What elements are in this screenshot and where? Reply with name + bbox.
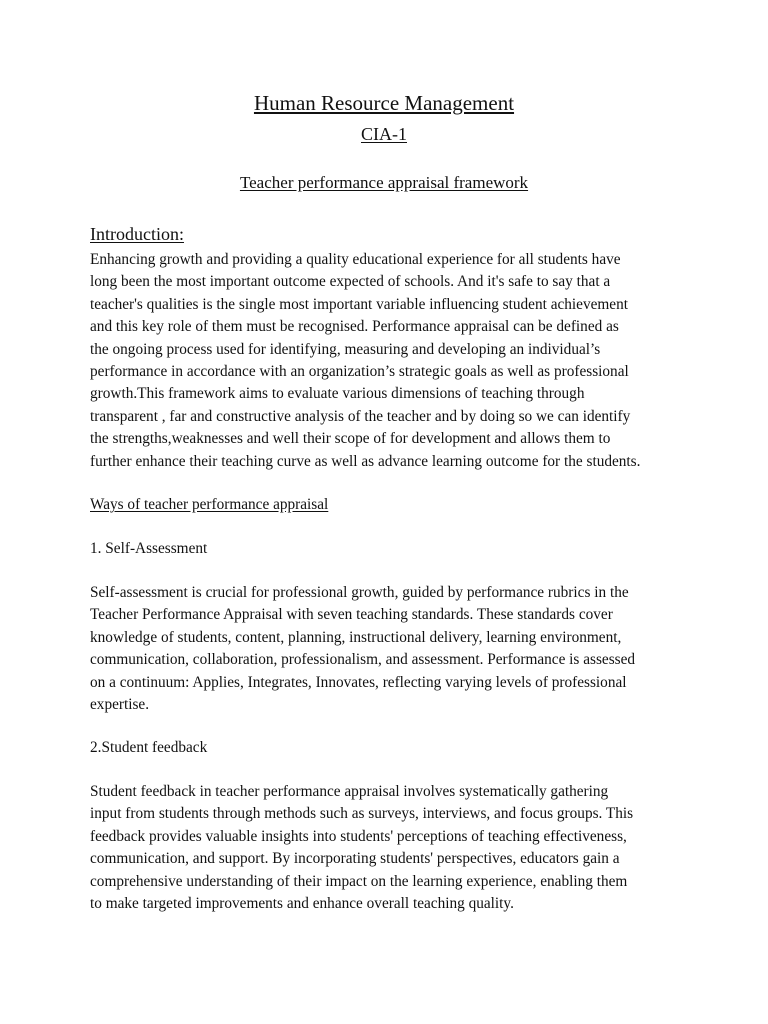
paragraph-line: comprehensive understanding of their impact on the learning experience, enabling them [90,872,628,890]
paragraph-line: Enhancing growth and providing a quality educational experience for all students have [90,251,621,268]
section-paragraph-student-feedback [90,781,690,915]
section-paragraph-self-assessment [90,582,690,716]
document-title-text: Human Resource Management [253,91,515,115]
paragraph-line: performance in accordance with an organization’s strategic goals as well as professional [90,363,629,381]
introduction-heading [90,224,184,245]
paragraph-line: to make targeted improvements and enhance overall teaching quality. [90,895,514,913]
ways-heading [90,494,690,516]
section-heading-student-feedback: 2.Student feedback [90,739,208,756]
document-title [0,91,768,116]
document-subtitle-text: CIA-1 [361,124,407,144]
document-heading-text: Teacher performance appraisal framework [239,173,529,192]
paragraph-line: input from students through methods such as surveys, interviews, and focus groups. This [90,805,634,823]
paragraph-line: knowledge of students, content, planning, instructional delivery, learning environment, [90,628,622,646]
paragraph-line: further enhance their teaching curve as well as advance learning outcome for the students. [90,452,641,470]
paragraph-line: feedback provides valuable insights into students' perceptions of teaching effectiveness, [90,827,627,845]
paragraph-line: communication, and support. By incorporating students' perspectives, educators gain a [90,850,620,868]
document-subtitle [0,124,768,145]
paragraph-line: and this key role of them must be recognised. Performance appraisal can be defined as [90,318,619,336]
paragraph-line: transparent , far and constructive analysis of the teacher and by doing so we can identify [90,407,631,425]
document-heading [0,173,768,193]
paragraph-line: expertise. [90,696,150,714]
paragraph-line: on a continuum: Applies, Integrates, Innovates, reflecting varying levels of professional [90,673,627,691]
paragraph-line: Student feedback in teacher performance appraisal involves systematically gathering [90,783,609,800]
paragraph-line: growth.This framework aims to evaluate various dimensions of teaching through [90,385,585,403]
introduction-paragraph [90,249,690,473]
paragraph-line: the ongoing process used for identifying, measuring and developing an individual’s [90,340,601,358]
paragraph-line: Teacher Performance Appraisal with seven teaching standards. These standards cover [90,606,613,624]
paragraph-line: teacher's qualities is the single most important variable influencing student achievement [90,295,628,313]
paragraph-line: the strengths,weaknesses and well their scope of for development and allows them to [90,430,611,448]
paragraph-line: communication, collaboration, professionalism, and assessment. Performance is assessed [90,651,636,669]
section-heading-self-assessment: 1. Self-Assessment [90,540,208,557]
paragraph-line: Self-assessment is crucial for professional growth, guided by performance rubrics in the [90,584,629,601]
ways-heading-text: Ways of teacher performance appraisal [90,496,329,513]
introduction-heading-text: Introduction: [90,224,184,244]
paragraph-line: long been the most important outcome expected of schools. And it's safe to say that a [90,273,611,291]
